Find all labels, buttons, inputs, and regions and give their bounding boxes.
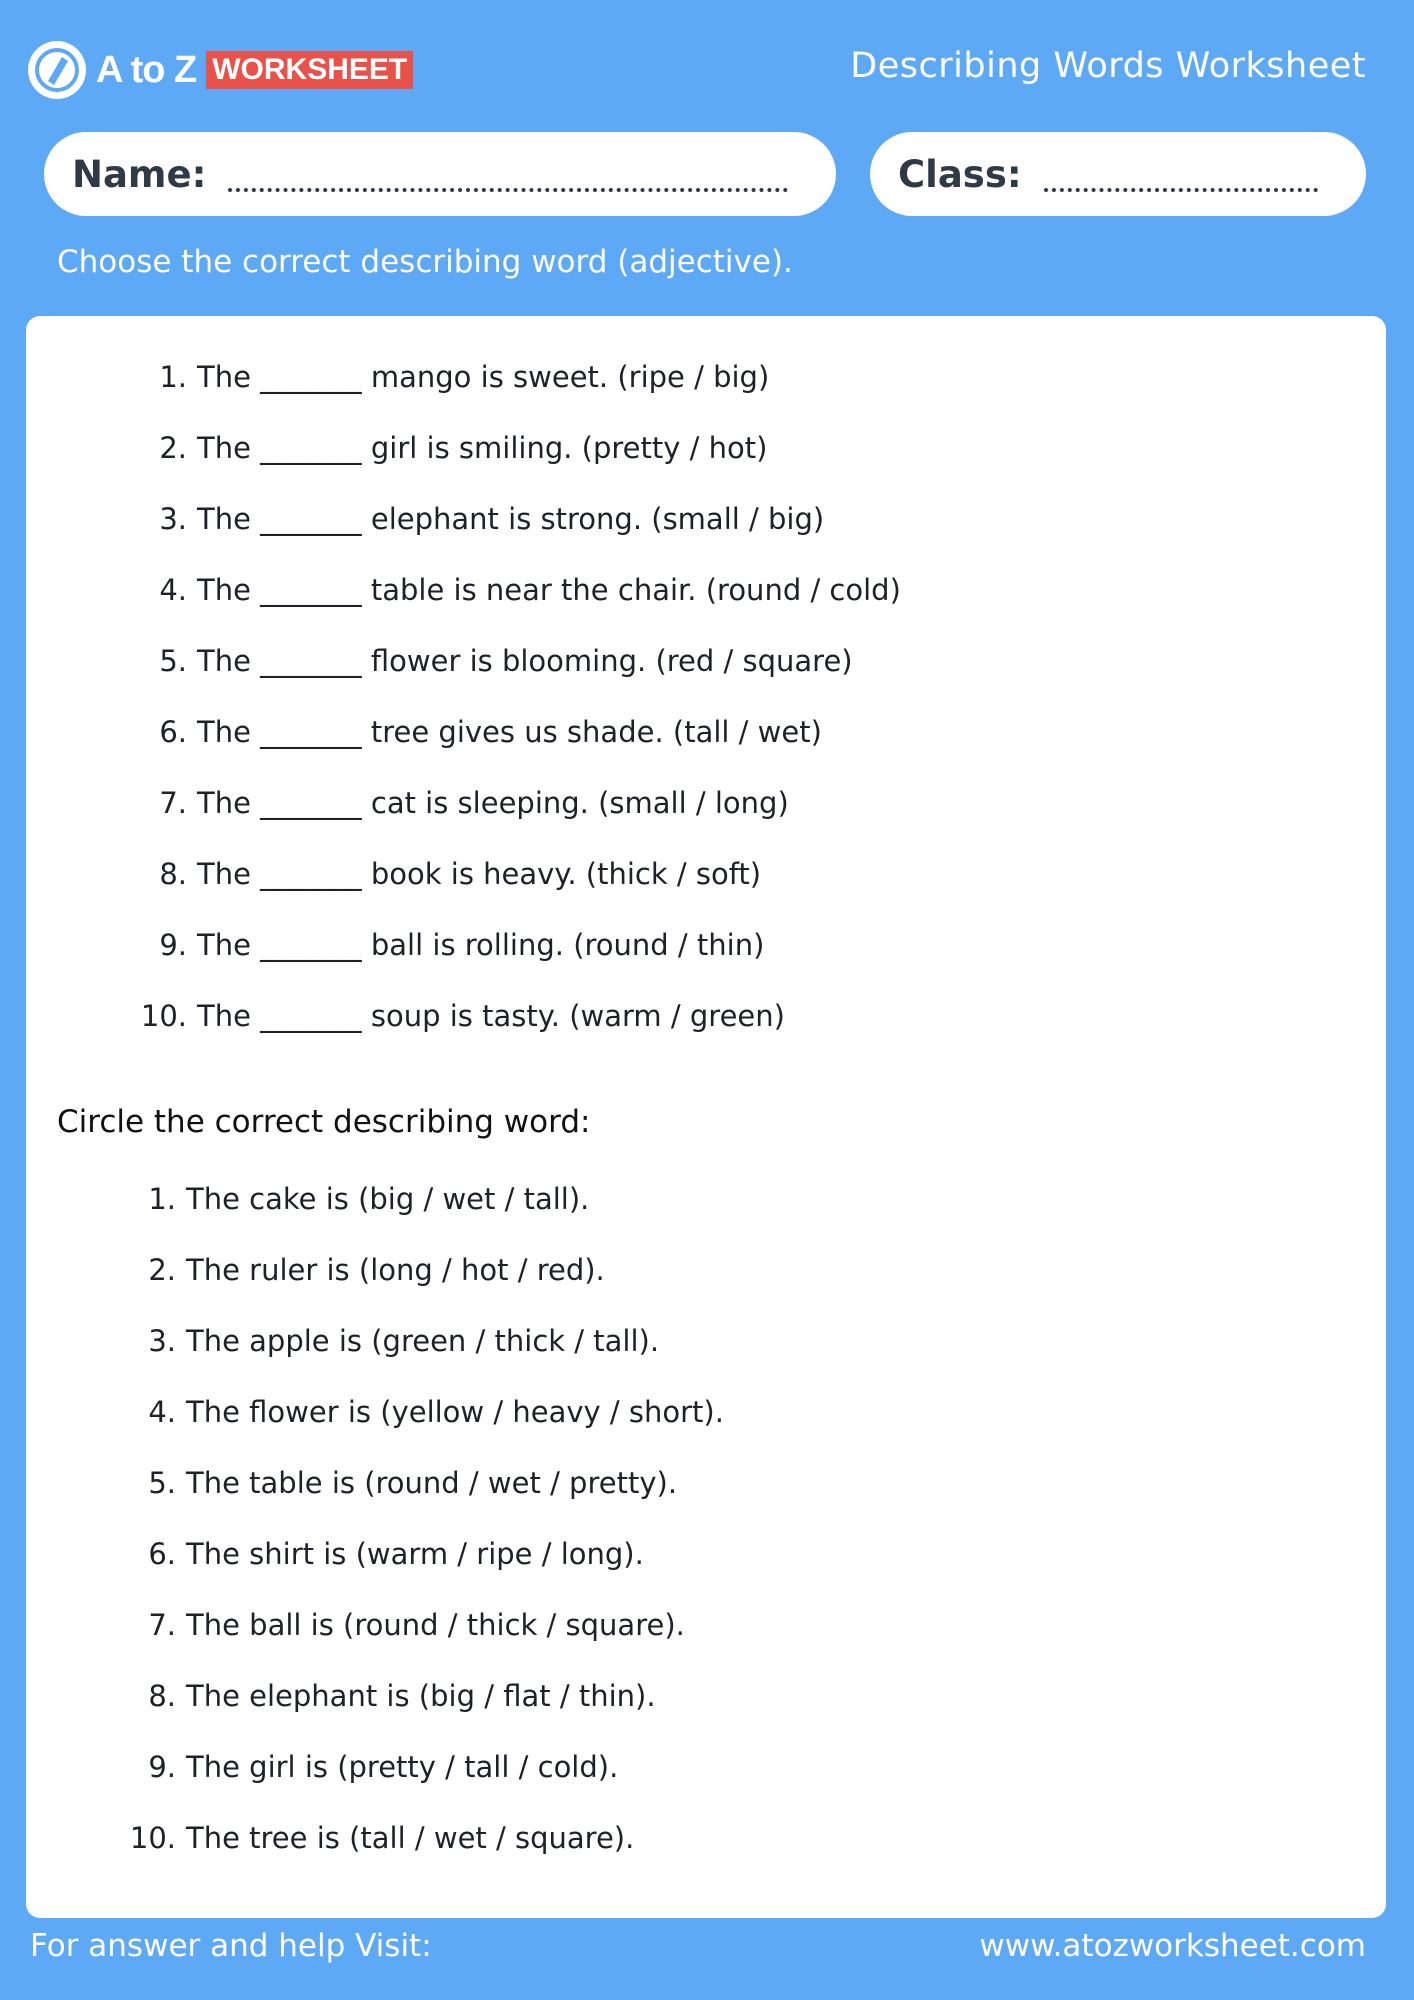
list-item [120,1466,677,1500]
item-text: The tree is (tall / wet / square). [186,1821,635,1855]
worksheet-card [26,316,1386,1918]
list-item [131,502,824,536]
list-item [120,1679,656,1713]
list-item [131,715,822,749]
item-number: 10. [129,1821,176,1855]
item-text: The ruler is (long / hot / red). [186,1253,605,1287]
item-number: 4. [159,573,187,607]
item-number: 8. [159,857,187,891]
website-link[interactable]: www.atozworksheet.com [979,1928,1366,1964]
name-field[interactable] [44,132,836,216]
item-number: 10. [140,999,187,1033]
item-number: 6. [159,715,187,749]
name-line[interactable] [228,156,788,192]
item-number: 9. [159,928,187,962]
item-text: The flower is (yellow / heavy / short). [186,1395,724,1429]
list-item [120,1324,659,1358]
item-text: The table is (round / wet / pretty). [186,1466,678,1500]
list-item [120,1253,605,1287]
list-item [120,1821,634,1855]
item-number: 9. [148,1750,176,1784]
item-number: 6. [148,1537,176,1571]
list-item [120,1608,685,1642]
list-item [131,360,769,394]
list-item [120,1395,724,1429]
item-text: The _______ soup is tasty. (warm / green) [197,999,785,1033]
page-title: Describing Words Worksheet [850,46,1366,86]
section-heading: Circle the correct describing word: [57,1104,591,1140]
class-line[interactable] [1044,156,1318,192]
instruction: Choose the correct describing word (adjective). [57,244,793,280]
list-item [131,573,901,607]
list-item [131,786,789,820]
footer-note: For answer and help Visit: [30,1928,432,1964]
item-text: The _______ book is heavy. (thick / soft) [197,857,762,891]
list-item [131,928,764,962]
item-number: 5. [159,644,187,678]
item-number: 7. [148,1608,176,1642]
item-text: The elephant is (big / flat / thin). [186,1679,656,1713]
item-number: 1. [148,1182,176,1216]
list-item [131,644,853,678]
list-item [131,999,785,1033]
item-text: The _______ table is near the chair. (round / cold) [197,573,901,607]
name-label: Name: [72,152,207,196]
item-text: The cake is (big / wet / tall). [186,1182,590,1216]
item-text: The _______ cat is sleeping. (small / long) [197,786,789,820]
item-text: The _______ elephant is strong. (small / big) [197,502,825,536]
pencil-logo-icon [28,41,86,99]
logo[interactable] [28,38,413,102]
item-text: The shirt is (warm / ripe / long). [186,1537,644,1571]
item-text: The _______ tree gives us shade. (tall / wet) [197,715,822,749]
item-number: 8. [148,1679,176,1713]
item-number: 7. [159,786,187,820]
item-number: 3. [159,502,187,536]
item-number: 1. [159,360,187,394]
class-label: Class: [898,152,1022,196]
list-item [120,1182,589,1216]
item-text: The apple is (green / thick / tall). [186,1324,660,1358]
logo-badge: WORKSHEET [206,51,413,89]
class-field[interactable] [870,132,1366,216]
item-number: 2. [148,1253,176,1287]
item-text: The _______ girl is smiling. (pretty / hot) [197,431,768,465]
list-item [131,431,767,465]
header [0,0,1414,130]
item-number: 2. [159,431,187,465]
list-item [131,857,761,891]
item-number: 3. [148,1324,176,1358]
item-text: The _______ mango is sweet. (ripe / big) [197,360,770,394]
list-item [120,1750,618,1784]
item-number: 5. [148,1466,176,1500]
item-text: The _______ ball is rolling. (round / thin) [197,928,765,962]
logo-text: A to Z [96,48,197,91]
item-text: The _______ flower is blooming. (red / square) [197,644,853,678]
list-item [120,1537,644,1571]
item-text: The ball is (round / thick / square). [186,1608,685,1642]
item-number: 4. [148,1395,176,1429]
item-text: The girl is (pretty / tall / cold). [186,1750,619,1784]
